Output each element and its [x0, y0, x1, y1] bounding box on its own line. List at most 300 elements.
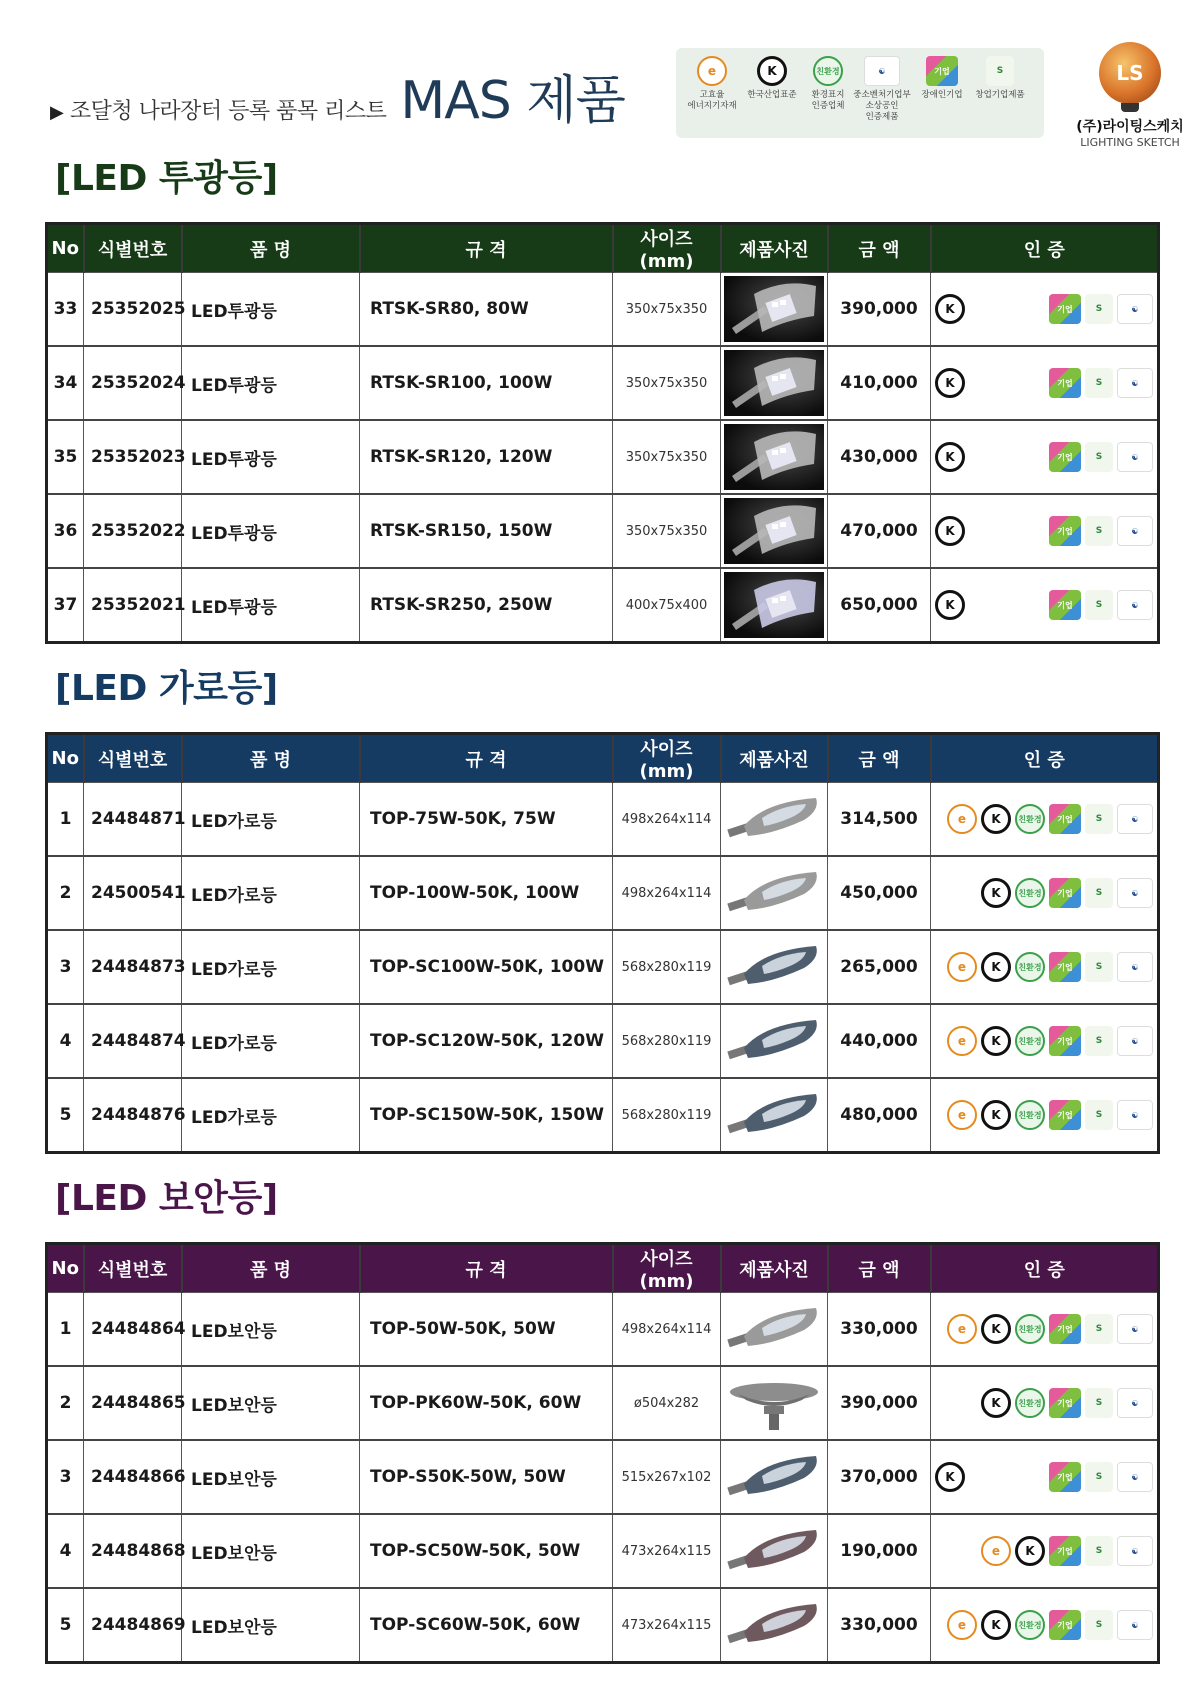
column-header: 인 증: [931, 1244, 1159, 1293]
sme-icon: ☯: [1117, 1462, 1153, 1492]
product-table: [45, 1242, 1160, 1664]
product-photo-cell: [721, 494, 828, 568]
table-row: [47, 346, 1159, 420]
column-header: 식별번호: [84, 734, 182, 783]
startup-icon: S: [1085, 1388, 1113, 1418]
product-spec: TOP-SC120W-50K, 120W: [360, 1004, 613, 1078]
product-size: 400x75x400: [613, 568, 721, 643]
energy-efficiency-icon: e: [947, 1026, 977, 1056]
product-photo: [724, 350, 824, 416]
ks-mark-icon: K: [981, 878, 1011, 908]
disability-enterprise-icon: 기업: [1049, 368, 1081, 398]
row-number: 2: [47, 1366, 84, 1440]
product-photo-cell: [721, 1588, 828, 1663]
startup-icon: S: [1085, 952, 1113, 982]
product-photo-cell: [721, 1366, 828, 1440]
certification-icons: [935, 421, 1153, 493]
ks-mark-icon: K: [1015, 1536, 1045, 1566]
cert-banner-label: 한국산업표준: [747, 90, 797, 100]
column-header: 제품사진: [721, 224, 828, 273]
product-photo: [724, 1296, 824, 1362]
ks-mark-icon: K: [981, 804, 1011, 834]
product-spec: TOP-100W-50K, 100W: [360, 856, 613, 930]
product-name: LED보안등: [182, 1514, 360, 1588]
certification-cell: [931, 420, 1159, 494]
row-number: 1: [47, 1293, 84, 1367]
eco-label-icon: 친환경: [1015, 952, 1045, 982]
disability-enterprise-icon: 기업: [1049, 1388, 1081, 1418]
disability-enterprise-icon: 기업: [1049, 1536, 1081, 1566]
row-number: 3: [47, 930, 84, 1004]
cert-banner-item: [970, 56, 1030, 101]
product-spec: TOP-PK60W-50K, 60W: [360, 1366, 613, 1440]
column-header: 식별번호: [84, 1244, 182, 1293]
product-size: 515x267x102: [613, 1440, 721, 1514]
column-header: 규 격: [360, 1244, 613, 1293]
column-header: 규 격: [360, 224, 613, 273]
eco-label-icon: 친환경: [1015, 1100, 1045, 1130]
product-photo-cell: [721, 420, 828, 494]
column-header: 사이즈(mm): [613, 224, 721, 273]
product-spec: RTSK-SR250, 250W: [360, 568, 613, 643]
row-number: 2: [47, 856, 84, 930]
product-price: 480,000: [828, 1078, 931, 1153]
page-header: [0, 0, 1200, 150]
ks-mark-icon: K: [981, 952, 1011, 982]
product-spec: TOP-SC50W-50K, 50W: [360, 1514, 613, 1588]
product-photo-cell: [721, 1440, 828, 1514]
product-photo: [724, 934, 824, 1000]
energy-efficiency-icon: e: [947, 1610, 977, 1640]
row-number: 35: [47, 420, 84, 494]
product-spec: TOP-SC100W-50K, 100W: [360, 930, 613, 1004]
product-photo-cell: [721, 1514, 828, 1588]
product-size: 350x75x350: [613, 346, 721, 420]
product-size: ø504x282: [613, 1366, 721, 1440]
product-photo: [724, 276, 824, 342]
energy-efficiency-icon: e: [947, 952, 977, 982]
column-header: 제품사진: [721, 1244, 828, 1293]
product-photo: [724, 424, 824, 490]
certification-cell: [931, 783, 1159, 857]
product-id: 25352024: [84, 346, 182, 420]
header-subtitle: 조달청 나라장터 등록 품목 리스트: [69, 99, 387, 124]
energy-efficiency-icon: e: [947, 1314, 977, 1344]
certification-cell: [931, 1293, 1159, 1367]
product-spec: RTSK-SR150, 150W: [360, 494, 613, 568]
certification-cell: [931, 1514, 1159, 1588]
product-size: 473x264x115: [613, 1514, 721, 1588]
header-title-group: [50, 58, 625, 133]
ks-mark-icon: K: [981, 1100, 1011, 1130]
product-id: 24484871: [84, 783, 182, 857]
row-number: 34: [47, 346, 84, 420]
column-header: 품 명: [182, 734, 360, 783]
product-size: 498x264x114: [613, 1293, 721, 1367]
ks-mark-icon: K: [935, 294, 965, 324]
table-row: [47, 856, 1159, 930]
product-name: LED보안등: [182, 1366, 360, 1440]
table-row: [47, 494, 1159, 568]
company-name-en: LIGHTING SKETCH: [1080, 136, 1180, 149]
row-number: 36: [47, 494, 84, 568]
cert-banner-label: 장애인기업: [921, 90, 963, 100]
product-name: LED보안등: [182, 1588, 360, 1663]
header-title: MAS 제품: [400, 71, 625, 131]
table-row: [47, 273, 1159, 347]
startup-icon: S: [1085, 1462, 1113, 1492]
energy-efficiency-icon: e: [947, 1100, 977, 1130]
certification-icons: [935, 1589, 1153, 1661]
row-number: 5: [47, 1588, 84, 1663]
product-id: 24484865: [84, 1366, 182, 1440]
product-photo-cell: [721, 783, 828, 857]
product-id: 24484864: [84, 1293, 182, 1367]
product-spec: RTSK-SR120, 120W: [360, 420, 613, 494]
disability-enterprise-icon: 기업: [1049, 1610, 1081, 1640]
sme-icon: ☯: [1117, 1100, 1153, 1130]
startup-icon: S: [1085, 294, 1113, 324]
product-size: 498x264x114: [613, 856, 721, 930]
startup-icon: S: [1085, 1314, 1113, 1344]
product-price: 390,000: [828, 273, 931, 347]
product-size: 568x280x119: [613, 1078, 721, 1153]
column-header: 금 액: [828, 734, 931, 783]
certification-cell: [931, 1078, 1159, 1153]
sme-icon: ☯: [1117, 1536, 1153, 1566]
column-header: 사이즈(mm): [613, 1244, 721, 1293]
startup-icon: S: [1085, 590, 1113, 620]
product-size: 568x280x119: [613, 1004, 721, 1078]
product-photo: [724, 1370, 824, 1436]
row-number: 4: [47, 1004, 84, 1078]
sme-icon: ☯: [1117, 1388, 1153, 1418]
certification-cell: [931, 346, 1159, 420]
product-size: 350x75x350: [613, 273, 721, 347]
certification-icons: [935, 569, 1153, 641]
row-number: 37: [47, 568, 84, 643]
product-spec: TOP-50W-50K, 50W: [360, 1293, 613, 1367]
product-size: 350x75x350: [613, 420, 721, 494]
certification-icons: [935, 495, 1153, 567]
product-price: 314,500: [828, 783, 931, 857]
product-name: LED투광등: [182, 568, 360, 643]
ks-mark-icon: K: [981, 1388, 1011, 1418]
sme-icon: ☯: [1117, 590, 1153, 620]
product-price: 390,000: [828, 1366, 931, 1440]
disability-enterprise-icon: 기업: [1049, 1026, 1081, 1056]
row-number: 33: [47, 273, 84, 347]
ks-mark-icon: K: [981, 1314, 1011, 1344]
eco-label-icon: 친환경: [1015, 1610, 1045, 1640]
cert-banner-label: 창업기업제품: [975, 90, 1025, 100]
certification-cell: [931, 1366, 1159, 1440]
sme-icon: ☯: [1117, 442, 1153, 472]
certification-cell: [931, 856, 1159, 930]
product-photo: [724, 1444, 824, 1510]
sme-icon: ☯: [864, 56, 900, 86]
table-row: [47, 1078, 1159, 1153]
column-header: 금 액: [828, 224, 931, 273]
column-header: No: [47, 734, 84, 783]
sme-icon: ☯: [1117, 804, 1153, 834]
certification-banner: [676, 48, 1044, 138]
cert-banner-label: 중소벤처기업부 소상공인 인증제품: [853, 90, 911, 122]
product-spec: TOP-SC60W-50K, 60W: [360, 1588, 613, 1663]
certification-cell: [931, 273, 1159, 347]
product-photo: [724, 1592, 824, 1658]
play-arrow-icon: ▶: [50, 102, 64, 123]
ks-mark-icon: K: [935, 442, 965, 472]
eco-label-icon: 친환경: [1015, 878, 1045, 908]
certification-icons: [935, 1005, 1153, 1077]
product-name: LED가로등: [182, 930, 360, 1004]
company-logo: [1070, 42, 1190, 149]
product-spec: TOP-75W-50K, 75W: [360, 783, 613, 857]
column-header: 규 격: [360, 734, 613, 783]
certification-icons: [935, 347, 1153, 419]
product-name: LED보안등: [182, 1440, 360, 1514]
startup-icon: S: [1085, 1610, 1113, 1640]
disability-enterprise-icon: 기업: [1049, 952, 1081, 982]
ks-mark-icon: K: [935, 590, 965, 620]
product-id: 24484866: [84, 1440, 182, 1514]
product-id: 24484876: [84, 1078, 182, 1153]
product-name: LED가로등: [182, 783, 360, 857]
product-spec: RTSK-SR100, 100W: [360, 346, 613, 420]
ks-mark-icon: K: [981, 1026, 1011, 1056]
product-id: 25352022: [84, 494, 182, 568]
row-number: 1: [47, 783, 84, 857]
certification-cell: [931, 568, 1159, 643]
certification-icons: [935, 931, 1153, 1003]
product-price: 650,000: [828, 568, 931, 643]
product-id: 25352025: [84, 273, 182, 347]
certification-cell: [931, 1004, 1159, 1078]
product-name: LED투광등: [182, 494, 360, 568]
product-price: 410,000: [828, 346, 931, 420]
product-size: 498x264x114: [613, 783, 721, 857]
table-row: [47, 1293, 1159, 1367]
startup-icon: S: [1085, 804, 1113, 834]
product-photo-cell: [721, 856, 828, 930]
product-table: [45, 222, 1160, 644]
product-photo: [724, 1518, 824, 1584]
sme-icon: ☯: [1117, 952, 1153, 982]
row-number: 5: [47, 1078, 84, 1153]
product-spec: TOP-SC150W-50K, 150W: [360, 1078, 613, 1153]
startup-icon: S: [1085, 1026, 1113, 1056]
product-price: 430,000: [828, 420, 931, 494]
column-header: 품 명: [182, 1244, 360, 1293]
startup-icon: S: [1085, 1536, 1113, 1566]
certification-icons: [935, 857, 1153, 929]
table-row: [47, 1004, 1159, 1078]
disability-enterprise-icon: 기업: [1049, 878, 1081, 908]
row-number: 3: [47, 1440, 84, 1514]
table-row: [47, 1366, 1159, 1440]
eco-label-icon: 친환경: [1015, 1026, 1045, 1056]
sme-icon: ☯: [1117, 878, 1153, 908]
product-photo: [724, 498, 824, 564]
sme-icon: ☯: [1117, 1026, 1153, 1056]
table-header-row: [47, 1244, 1159, 1293]
product-id: 24484868: [84, 1514, 182, 1588]
certification-icons: [935, 1367, 1153, 1439]
product-name: LED가로등: [182, 856, 360, 930]
section-title: [LED 가로등]: [55, 668, 278, 709]
certification-icons: [935, 1293, 1153, 1365]
product-price: 330,000: [828, 1293, 931, 1367]
startup-icon: S: [1085, 442, 1113, 472]
column-header: 식별번호: [84, 224, 182, 273]
product-name: LED가로등: [182, 1078, 360, 1153]
product-photo-cell: [721, 930, 828, 1004]
product-name: LED투광등: [182, 346, 360, 420]
sme-icon: ☯: [1117, 1314, 1153, 1344]
ks-mark-icon: K: [981, 1610, 1011, 1640]
eco-label-icon: 친환경: [1015, 1388, 1045, 1418]
cert-banner-item: [912, 56, 972, 101]
product-spec: TOP-S50K-50W, 50W: [360, 1440, 613, 1514]
column-header: 제품사진: [721, 734, 828, 783]
cert-banner-item: [798, 56, 858, 112]
column-header: No: [47, 1244, 84, 1293]
startup-icon: S: [1085, 878, 1113, 908]
cert-banner-label: 환경표지 인증업체: [811, 90, 845, 111]
column-header: 인 증: [931, 224, 1159, 273]
table-row: [47, 783, 1159, 857]
disability-enterprise-icon: 기업: [1049, 804, 1081, 834]
disability-enterprise-icon: 기업: [1049, 1314, 1081, 1344]
table-row: [47, 930, 1159, 1004]
ks-mark-icon: K: [935, 516, 965, 546]
eco-label-icon: 친환경: [1015, 804, 1045, 834]
table-row: [47, 1514, 1159, 1588]
product-price: 440,000: [828, 1004, 931, 1078]
certification-icons: [935, 783, 1153, 855]
product-price: 330,000: [828, 1588, 931, 1663]
product-photo-cell: [721, 1078, 828, 1153]
certification-cell: [931, 930, 1159, 1004]
certification-cell: [931, 1588, 1159, 1663]
product-photo: [724, 572, 824, 638]
disability-enterprise-icon: 기업: [1049, 1462, 1081, 1492]
column-header: No: [47, 224, 84, 273]
certification-cell: [931, 1440, 1159, 1514]
startup-icon: S: [1085, 516, 1113, 546]
product-photo-cell: [721, 568, 828, 643]
product-id: 24484869: [84, 1588, 182, 1663]
product-id: 25352023: [84, 420, 182, 494]
startup-icon: S: [1085, 368, 1113, 398]
sme-icon: ☯: [1117, 516, 1153, 546]
sme-icon: ☯: [1117, 294, 1153, 324]
product-price: 190,000: [828, 1514, 931, 1588]
product-size: 350x75x350: [613, 494, 721, 568]
column-header: 사이즈(mm): [613, 734, 721, 783]
product-price: 450,000: [828, 856, 931, 930]
product-size: 568x280x119: [613, 930, 721, 1004]
column-header: 품 명: [182, 224, 360, 273]
product-name: LED보안등: [182, 1293, 360, 1367]
table-row: [47, 1588, 1159, 1663]
product-price: 470,000: [828, 494, 931, 568]
product-id: 24500541: [84, 856, 182, 930]
disability-enterprise-icon: 기업: [926, 56, 958, 86]
cert-banner-item: [682, 56, 742, 112]
energy-efficiency-icon: e: [947, 804, 977, 834]
product-id: 24484874: [84, 1004, 182, 1078]
table-row: [47, 568, 1159, 643]
column-header: 금 액: [828, 1244, 931, 1293]
product-photo-cell: [721, 346, 828, 420]
ks-mark-icon: K: [935, 368, 965, 398]
energy-efficiency-icon: e: [697, 56, 727, 86]
product-id: 24484873: [84, 930, 182, 1004]
product-photo: [724, 786, 824, 852]
ks-mark-icon: K: [757, 56, 787, 86]
certification-icons: [935, 273, 1153, 345]
table-row: [47, 1440, 1159, 1514]
sme-icon: ☯: [1117, 368, 1153, 398]
table-header-row: [47, 224, 1159, 273]
row-number: 4: [47, 1514, 84, 1588]
sme-icon: ☯: [1117, 1610, 1153, 1640]
eco-label-icon: 친환경: [1015, 1314, 1045, 1344]
certification-icons: [935, 1079, 1153, 1151]
certification-cell: [931, 494, 1159, 568]
disability-enterprise-icon: 기업: [1049, 294, 1081, 324]
table-header-row: [47, 734, 1159, 783]
cert-banner-label: 고효율 에너지기자재: [687, 90, 737, 111]
lightbulb-logo-icon: LS: [1099, 42, 1161, 104]
section-title: [LED 투광등]: [55, 158, 278, 199]
product-photo-cell: [721, 1004, 828, 1078]
product-name: LED투광등: [182, 420, 360, 494]
product-photo: [724, 860, 824, 926]
cert-banner-item: [852, 56, 912, 123]
product-photo: [724, 1008, 824, 1074]
section-title: [LED 보안등]: [55, 1178, 278, 1219]
table-row: [47, 420, 1159, 494]
product-photo-cell: [721, 1293, 828, 1367]
energy-efficiency-icon: e: [981, 1536, 1011, 1566]
product-name: LED가로등: [182, 1004, 360, 1078]
cert-banner-item: [742, 56, 802, 101]
certification-icons: [935, 1441, 1153, 1513]
product-price: 370,000: [828, 1440, 931, 1514]
startup-icon: S: [1085, 1100, 1113, 1130]
product-name: LED투광등: [182, 273, 360, 347]
ks-mark-icon: K: [935, 1462, 965, 1492]
product-size: 473x264x115: [613, 1588, 721, 1663]
certification-icons: [935, 1515, 1153, 1587]
disability-enterprise-icon: 기업: [1049, 590, 1081, 620]
disability-enterprise-icon: 기업: [1049, 442, 1081, 472]
disability-enterprise-icon: 기업: [1049, 516, 1081, 546]
product-photo: [724, 1082, 824, 1148]
product-photo-cell: [721, 273, 828, 347]
product-spec: RTSK-SR80, 80W: [360, 273, 613, 347]
eco-label-icon: 친환경: [813, 56, 843, 86]
product-table: [45, 732, 1160, 1154]
startup-icon: S: [986, 56, 1014, 86]
product-id: 25352021: [84, 568, 182, 643]
disability-enterprise-icon: 기업: [1049, 1100, 1081, 1130]
column-header: 인 증: [931, 734, 1159, 783]
product-price: 265,000: [828, 930, 931, 1004]
